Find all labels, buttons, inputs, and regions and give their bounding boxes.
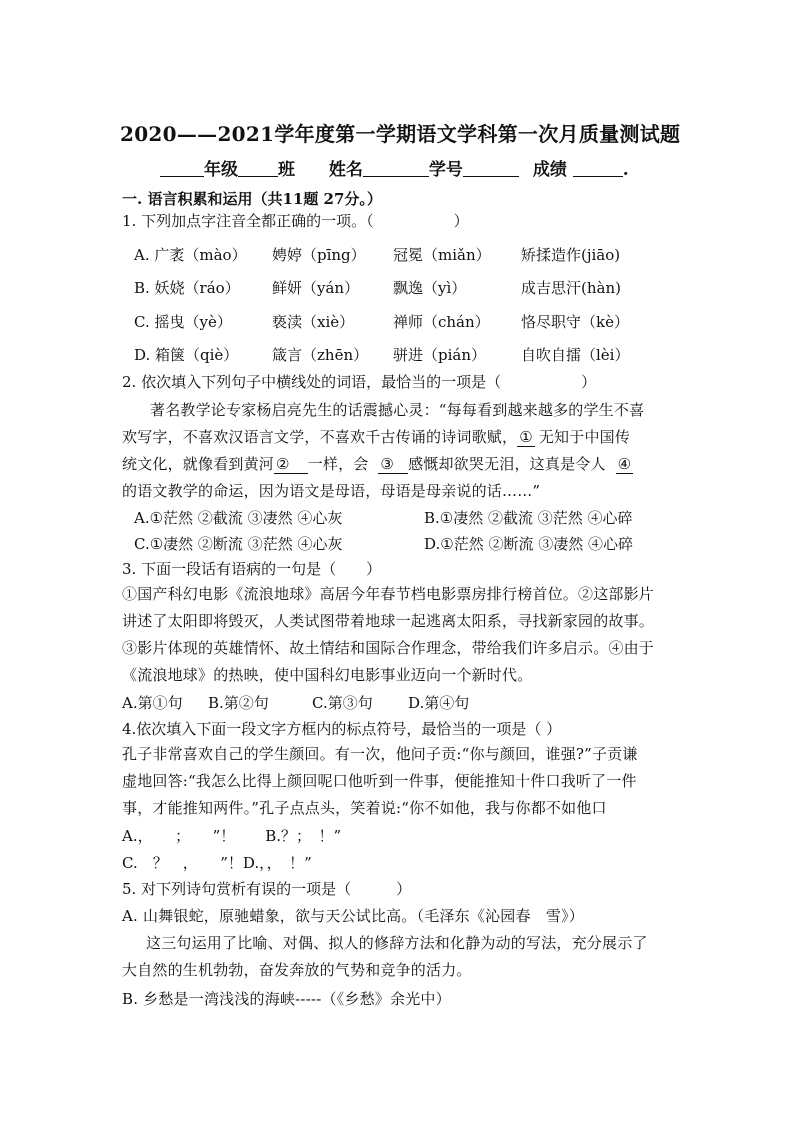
page-title: 2020——2021学年度第一学期语文学科第一次月质量测试题 <box>120 122 681 146</box>
grade-label: 年级 <box>204 160 238 180</box>
q3-passage-line-3: ③影片体现的英雄情怀、故土情结和国际合作理念，带给我们许多启示。④由于 <box>122 639 655 657</box>
q3-passage-line-2: 讲述了太阳即将毁灭，人类试图带着地球一起逃离太阳系，寻找新家园的故事。 <box>122 612 655 630</box>
q3-passage-line-1: ①国产科幻电影《流浪地球》高居今年春节档电影票房排行榜首位。②这部影片 <box>122 585 655 603</box>
q1-option-b-2: 鲜妍（yán） <box>272 279 360 297</box>
q2-after-blank-2: 一样，会 <box>307 455 369 473</box>
header-end-dot: . <box>622 160 629 180</box>
score-blank[interactable] <box>573 160 623 177</box>
q1-option-c-1: C. 摇曳（yè） <box>134 313 232 331</box>
q4-options-cd: C. ？ ， ”！D.，， ！” <box>122 854 312 872</box>
question-2-text: 2. 依次填入下列句子中横线处的词语，最恰当的一项是（ <box>122 373 502 391</box>
q5-option-a-analysis-1: 这三句运用了比喻、对偶、拟人的修辞方法和化静为动的写法，充分展示了 <box>146 934 648 952</box>
q3-option-a: A.第①句 <box>122 694 183 712</box>
q2-passage-line-4: 的语文教学的命运，因为语文是母语，母语是母亲说的话……” <box>122 482 541 500</box>
question-3-stem: 3. 下面一段话有语病的一句是（ ） <box>122 560 382 578</box>
q1-option-d-2: 箴言（zhēn） <box>272 346 369 364</box>
q4-passage-line-2: 虚地回答:“我怎么比得上颜回呢口他听到一件事，便能推知十件口我听了一件 <box>122 772 637 790</box>
q1-option-a-1: A. 广袤（mào） <box>134 246 247 264</box>
q2-blank-1: ① <box>519 428 533 446</box>
q1-option-b-3: 飘逸（yì） <box>393 279 467 297</box>
question-5-stem: 5. 对下列诗句赏析有误的一项是（ ） <box>122 880 412 898</box>
name-label: 姓名 <box>328 160 363 180</box>
student-info-line <box>160 155 629 180</box>
q2-passage-line-1: 著名教学论专家杨启亮先生的话震撼心灵：“每每看到越来越多的学生不喜 <box>150 401 645 419</box>
q1-option-c-4: 恪尽职守（kè） <box>521 313 629 331</box>
question-2-stem <box>122 371 596 392</box>
q5-option-a-analysis-2: 大自然的生机勃勃，奋发奔放的气势和竞争的活力。 <box>122 961 472 979</box>
q2-blank-4: ④ <box>617 455 632 473</box>
q3-passage-line-4: 《流浪地球》的热映，使中国科幻电影事业迈向一个新时代。 <box>122 666 533 684</box>
name-blank[interactable] <box>363 160 429 177</box>
q1-option-c-3: 禅师（chán） <box>393 313 490 331</box>
q2-after-blank-3: 感慨却欲哭无泪，这真是令人 <box>408 455 606 473</box>
q1-option-a-2: 娉婷（pīng） <box>272 246 366 264</box>
q3-option-d: D.第④句 <box>408 694 470 712</box>
question-4-stem: 4.依次填入下面一段文字方框内的标点符号，最恰当的一项是（ ） <box>122 720 562 738</box>
q1-option-b-1: B. 妖娆（ráo） <box>134 279 240 297</box>
q2-blank-3: ③ <box>378 455 408 474</box>
q1-option-b-4: 成吉思汗(hàn) <box>521 279 621 297</box>
q2-blank-2: ② <box>274 455 308 474</box>
question-2-paren-end: ） <box>581 373 597 391</box>
q2-passage-line-3 <box>122 453 633 474</box>
section-heading: 一. 语言积累和运用（共11题 27分。） <box>122 190 382 208</box>
grade-blank[interactable] <box>160 160 204 177</box>
q4-passage-line-1: 孔子非常喜欢自己的学生颜回。有一次，他问子贡:“你与颜回，谁强?”子贡谦 <box>122 745 638 763</box>
number-blank[interactable] <box>463 160 519 177</box>
q1-option-a-4: 矫揉造作(jiāo) <box>521 246 621 264</box>
q2-line-2-text: 欢写字，不喜欢汉语言文学，不喜欢千古传诵的诗词歌赋， <box>122 428 518 446</box>
question-1-text: 1. 下列加点字注音全都正确的一项。（ <box>122 212 374 230</box>
q1-option-d-3: 骈进（pián） <box>393 346 487 364</box>
q1-option-d-4: 自吹自擂（lèi） <box>521 346 630 364</box>
score-label: 成绩 <box>532 160 567 180</box>
question-1-stem <box>122 210 469 231</box>
q1-option-a-3: 冠冕（miǎn） <box>393 246 491 264</box>
q2-option-b: B.①凄然 ②截流 ③茫然 ④心碎 <box>424 509 633 527</box>
q5-option-b: B. 乡愁是一湾浅浅的海峡-----（《乡愁》余光中） <box>122 990 451 1008</box>
q4-options-ab: A.， ； ”！ B.？； ！” <box>122 827 342 845</box>
q3-option-b: B.第②句 <box>208 694 269 712</box>
q2-line-3-text: 统文化，就像看到黄河 <box>122 455 275 473</box>
q3-option-c: C.第③句 <box>312 694 373 712</box>
q2-option-c: C.①凄然 ②断流 ③茫然 ④心灰 <box>134 535 343 553</box>
class-label: 班 <box>278 160 295 180</box>
q2-option-d: D.①茫然 ②断流 ③凄然 ④心碎 <box>424 535 634 553</box>
question-1-paren-end: ） <box>453 212 469 230</box>
q4-passage-line-3: 事，才能推知两件。”孔子点点头，笑着说:“你不如他，我与你都不如他口 <box>122 799 607 817</box>
q2-passage-line-2 <box>122 426 630 447</box>
number-label: 学号 <box>428 160 463 180</box>
class-blank[interactable] <box>238 160 278 177</box>
q2-option-a: A.①茫然 ②截流 ③凄然 ④心灰 <box>134 509 343 527</box>
q1-option-c-2: 亵渎（xiè） <box>272 313 355 331</box>
q5-option-a: A. 山舞银蛇，原驰蜡象，欲与天公试比高。（毛泽东《沁园春 雪》） <box>122 907 584 925</box>
q2-after-blank-1: 无知于中国传 <box>538 428 631 446</box>
q1-option-d-1: D. 箱箧（qiè） <box>134 346 239 364</box>
